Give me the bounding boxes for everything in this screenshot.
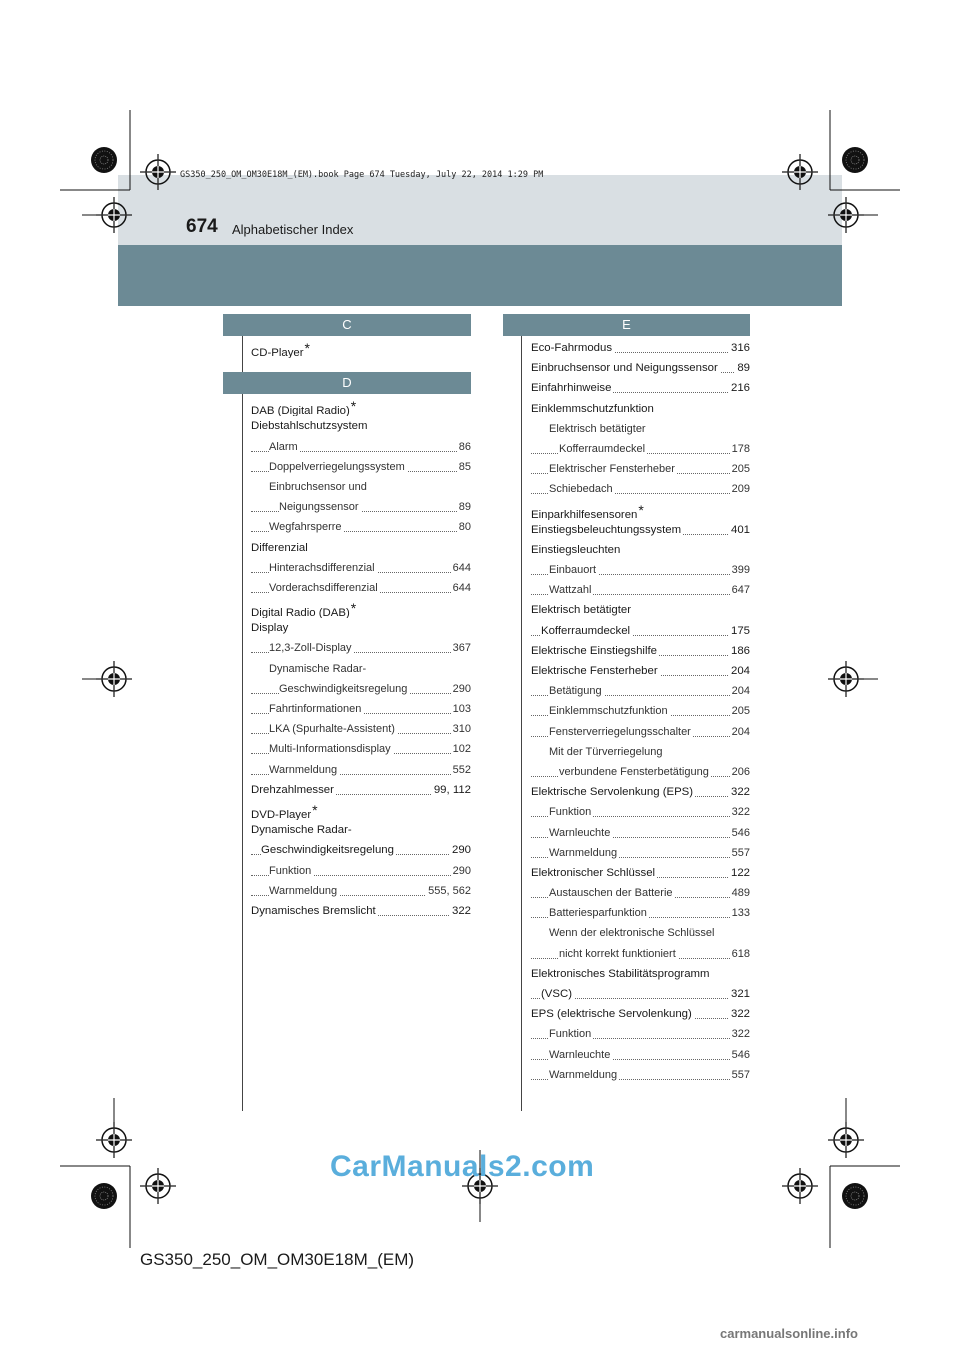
index-entry-term: Funktion [549, 1028, 592, 1041]
index-entry-term: DAB (Digital Radio)* [251, 398, 357, 417]
index-entry[interactable] [531, 944, 750, 964]
footer-manual-code: GS350_250_OM_OM30E18M_(EM) [140, 1250, 415, 1269]
index-entry[interactable] [531, 883, 750, 903]
index-entry-term: Elektronischer Schlüssel [531, 866, 656, 879]
index-entry-page: 206 [730, 762, 750, 782]
index-entry-term: Einparkhilfesensoren* [531, 501, 644, 520]
index-entry-page: 204 [730, 722, 750, 742]
index-entry[interactable] [251, 901, 471, 921]
index-entry-term: Warnmeldung [549, 846, 618, 859]
index-entry-page: 290 [451, 679, 471, 699]
index-entry-term: Differenzial [251, 541, 308, 554]
index-entry-term: Drehzahlmesser [251, 783, 334, 796]
index-entry-term: Doppelverriegelungssystem [269, 460, 405, 473]
index-entry-page: 644 [451, 558, 471, 578]
index-entry-term: Einklemmschutzfunktion [531, 402, 654, 415]
index-entry-term: Warnmeldung [269, 763, 338, 776]
index-entry[interactable] [251, 497, 471, 517]
index-entry-page: 86 [457, 437, 471, 457]
index-entry[interactable] [531, 358, 750, 378]
asterisk-icon: * [350, 600, 357, 617]
index-entry-page: 552 [451, 760, 471, 780]
asterisk-icon: * [312, 801, 318, 818]
index-entry[interactable] [531, 378, 750, 398]
index-entry[interactable] [531, 560, 750, 580]
asterisk-icon: * [304, 340, 310, 356]
index-entry[interactable] [531, 802, 750, 822]
index-entry-term: EPS (elektrische Servolenkung) [531, 1008, 692, 1021]
index-entry-term: Warnleuchte [549, 826, 611, 839]
index-entry-term: Geschwindigkeitsregelung [279, 682, 408, 695]
left-index-column [251, 314, 471, 921]
index-entry[interactable] [531, 419, 750, 439]
index-entry-term: Einbauort [549, 564, 597, 577]
index-entry-page: 322 [730, 802, 750, 822]
index-entry-page: 546 [730, 823, 750, 843]
index-entry-page: 133 [730, 903, 750, 923]
index-entry[interactable] [531, 722, 750, 742]
index-entry[interactable] [531, 843, 750, 863]
index-entry-term: Hinterachsdifferenzial [269, 561, 375, 574]
index-entry-term: Alarm [269, 440, 298, 453]
index-entry[interactable] [531, 923, 750, 943]
index-entry-term: Display [251, 622, 289, 635]
index-entry[interactable] [531, 641, 750, 661]
index-entry-term: Elektronisches Stabilitätsprogramm [531, 967, 710, 980]
index-entry[interactable] [251, 659, 471, 679]
index-entry[interactable] [531, 984, 750, 1004]
index-entry-page: 401 [729, 520, 750, 540]
index-entry-term: Kofferraumdeckel [559, 442, 646, 455]
index-entry-page: 557 [730, 843, 750, 863]
index-entry-page: 205 [730, 701, 750, 721]
index-entry-page: 178 [730, 439, 750, 459]
index-entry-page: 216 [729, 378, 750, 398]
index-entry[interactable] [531, 1024, 750, 1044]
index-entry[interactable] [251, 861, 471, 881]
index-entry-term: Batteriesparfunktion [549, 907, 647, 920]
index-entry-term: CD-Player* [251, 340, 310, 359]
index-entry[interactable] [251, 739, 471, 759]
index-entry-term: Wegfahrsperre [269, 521, 342, 534]
index-entry[interactable] [531, 681, 750, 701]
index-entry-term: Einbruchsensor und Neigungssensor [531, 362, 718, 375]
index-entry-term: Einfahrhinweise [531, 382, 612, 395]
index-entry[interactable] [251, 820, 471, 840]
index-entry-page: 322 [729, 1004, 750, 1024]
index-entry-term: Wattzahl [549, 584, 592, 597]
index-entry-term: Elektrische Einstiegshilfe [531, 644, 657, 657]
index-entry-page: 103 [451, 699, 471, 719]
index-entry[interactable] [531, 661, 750, 681]
index-entry-page: 85 [457, 457, 471, 477]
index-entry[interactable] [531, 903, 750, 923]
index-entry-term: Einbruchsensor und [269, 480, 367, 493]
index-entry-term: Mit der Türverriegelung [549, 745, 663, 758]
index-entry[interactable] [531, 701, 750, 721]
index-entry[interactable] [531, 742, 750, 762]
index-entry-page: 80 [457, 517, 471, 537]
index-entry-term: Geschwindigkeitsregelung [261, 844, 394, 857]
index-entry-term: DVD-Player* [251, 801, 318, 821]
index-entry-page: 555, 562 [426, 881, 471, 901]
index-entry-term: Austauschen der Batterie [549, 887, 673, 900]
index-entry-page: 204 [730, 681, 750, 701]
index-entry-page: 322 [729, 782, 750, 802]
index-entry[interactable] [531, 782, 750, 802]
index-entry-page: 546 [730, 1045, 750, 1065]
index-entry-page: 367 [451, 638, 471, 658]
index-entry-term: Einstiegsbeleuchtungssystem [531, 523, 682, 536]
index-entry-term: LKA (Spurhalte-Assistent) [269, 723, 395, 736]
index-entry-term: verbundene Fensterbetätigung [559, 765, 709, 778]
index-entry-page: 618 [730, 944, 750, 964]
index-entry-term: Elektrische Fensterheber [531, 665, 658, 677]
index-entry[interactable] [531, 580, 750, 600]
index-entry-term: Dynamische Radar- [269, 662, 367, 675]
index-entry-term: (VSC) [541, 988, 573, 1000]
index-entry-page: 489 [730, 883, 750, 903]
watermark-carmanuals: CarManuals2.com [330, 1150, 595, 1183]
index-entry[interactable] [251, 457, 471, 477]
index-entry-page: 122 [729, 863, 750, 883]
index-entry-term: Wenn der elektronische Schlüssel [549, 927, 715, 940]
section-letter-d: D [223, 372, 471, 394]
index-entry[interactable] [531, 338, 750, 358]
index-entry[interactable] [251, 881, 471, 901]
index-entry-term: Funktion [269, 864, 312, 877]
index-entry[interactable] [251, 437, 471, 457]
section-letter-c: C [223, 314, 471, 336]
index-entry[interactable] [531, 621, 750, 641]
index-entry-term: Fahrtinformationen [269, 703, 362, 715]
index-entry-term: Warnleuchte [549, 1048, 611, 1061]
index-entry-term: Digital Radio (DAB)* [251, 600, 357, 619]
index-entry-term: Schiebedach [549, 483, 613, 496]
index-entry[interactable] [531, 1065, 750, 1085]
section-letter-e: E [503, 314, 750, 336]
index-entry[interactable] [251, 517, 471, 537]
index-entry-term: Fensterverriegelungsschalter [549, 725, 691, 738]
index-entry-page: 89 [735, 358, 750, 378]
index-entry[interactable] [531, 459, 750, 479]
index-entry[interactable] [251, 699, 471, 719]
index-entry-page: 644 [451, 578, 471, 598]
index-entry-term: Einklemmschutzfunktion [549, 705, 668, 718]
index-entry-term: Elektrischer Fensterheber [549, 463, 675, 476]
watermark-site: carmanualsonline.info [720, 1326, 858, 1341]
index-entry-term: Dynamisches Bremslicht [251, 904, 376, 917]
index-entry[interactable] [531, 520, 750, 540]
index-entry-term: Kofferraumdeckel [541, 624, 631, 637]
index-entry-term: Elektrisch betätigter [549, 422, 646, 435]
print-info-line: GS350_250_OM_OM30E18M_(EM).book Page 674 Tuesday, July 22, 2014 1:29 PM [180, 170, 544, 180]
index-entry-page: 399 [730, 560, 750, 580]
index-entry[interactable] [251, 538, 471, 558]
index-entry[interactable] [531, 964, 750, 984]
index-entry-page: 205 [730, 459, 750, 479]
index-entry[interactable] [531, 399, 750, 419]
page-title: Alphabetischer Index [232, 222, 354, 237]
index-entry-term: Elektrische Servolenkung (EPS) [531, 786, 694, 799]
index-entry[interactable] [531, 1045, 750, 1065]
index-entry-term: Neigungssensor [279, 501, 359, 514]
right-index-column [531, 314, 750, 1085]
index-entry-term: Diebstahlschutzsystem [251, 420, 368, 433]
index-entry-page: 290 [451, 861, 471, 881]
index-entry[interactable] [251, 598, 471, 618]
index-entry-page: 290 [450, 840, 471, 860]
index-entry[interactable] [251, 578, 471, 598]
index-entry[interactable] [531, 863, 750, 883]
index-entry-page: 186 [729, 641, 750, 661]
index-entry-page: 99, 112 [432, 780, 471, 800]
index-entry[interactable] [251, 638, 471, 658]
asterisk-icon: * [638, 501, 644, 518]
asterisk-icon: * [350, 398, 357, 415]
index-entry[interactable] [251, 780, 471, 800]
index-entry[interactable] [251, 396, 471, 416]
index-entry[interactable] [531, 1004, 750, 1024]
index-entry[interactable] [251, 618, 471, 638]
index-entry[interactable] [251, 840, 471, 860]
index-entry[interactable] [251, 800, 471, 820]
index-entry-page: 322 [730, 1024, 750, 1044]
index-entry-term: Elektrisch betätigter [531, 604, 632, 617]
index-entry-term: Vorderachsdifferenzial [269, 581, 378, 594]
index-entry-term: 12,3-Zoll-Display [269, 642, 352, 655]
index-entry-term: nicht korrekt funktioniert [559, 947, 676, 960]
index-entry[interactable] [251, 679, 471, 699]
index-entry[interactable] [251, 338, 471, 358]
index-entry-page: 102 [451, 739, 471, 759]
index-entry-page: 89 [457, 497, 471, 517]
index-entry-page: 175 [729, 621, 750, 641]
index-entry-page: 316 [729, 338, 750, 358]
index-entry[interactable] [531, 600, 750, 620]
index-entry-page: 557 [730, 1065, 750, 1085]
left-column-rule [242, 336, 243, 1111]
index-entry[interactable] [531, 762, 750, 782]
index-entry-term: Betätigung [549, 685, 602, 698]
index-entry-term: Funktion [549, 806, 592, 819]
page-number: 674 [186, 216, 218, 237]
index-entry[interactable] [251, 760, 471, 780]
index-entry[interactable] [251, 477, 471, 497]
index-entry-page: 310 [451, 719, 471, 739]
index-entry[interactable] [251, 416, 471, 436]
index-entry-term: Einstiegsleuchten [531, 543, 621, 556]
index-entry-term: Warnmeldung [269, 884, 338, 897]
index-entry-term: Eco-Fahrmodus [531, 342, 613, 354]
right-column-rule [521, 336, 522, 1111]
index-entry[interactable] [531, 500, 750, 520]
index-entry-term: Multi-Informationsdisplay [269, 743, 391, 756]
index-entry-page: 204 [729, 661, 750, 681]
index-entry-term: Dynamische Radar- [251, 824, 352, 837]
index-entry-page: 647 [730, 580, 750, 600]
index-entry[interactable] [531, 479, 750, 499]
index-entry-page: 209 [730, 479, 750, 499]
index-entry-page: 322 [450, 901, 471, 921]
index-entry-page: 321 [729, 984, 750, 1004]
index-entry[interactable] [251, 719, 471, 739]
index-entry[interactable] [531, 540, 750, 560]
index-entry[interactable] [251, 558, 471, 578]
index-entry-term: Warnmeldung [549, 1068, 618, 1081]
index-entry[interactable] [531, 439, 750, 459]
index-entry[interactable] [531, 823, 750, 843]
